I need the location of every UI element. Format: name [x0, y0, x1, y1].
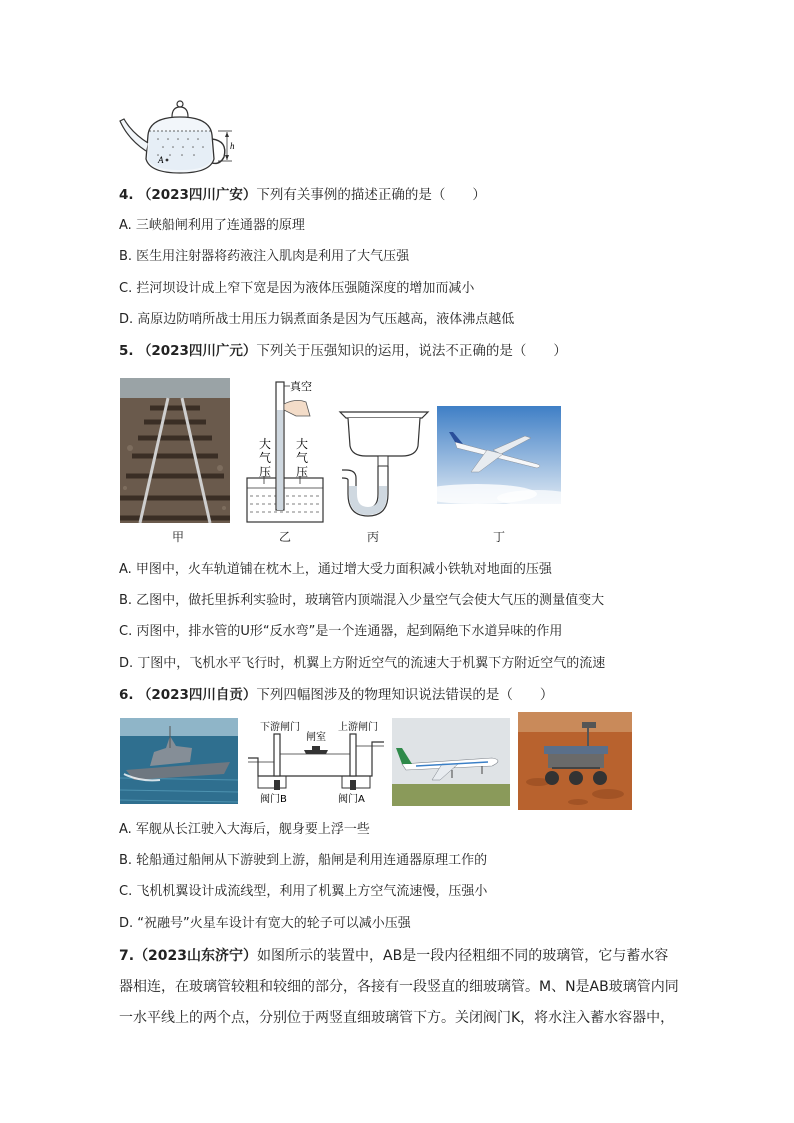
teapot-label-h: h [230, 141, 235, 151]
q4-option-a: A. 三峡船闸利用了连通器的原理 [119, 218, 305, 233]
ship-lock-diagram [246, 718, 386, 806]
atm-pressure-right: 大气压 [296, 437, 309, 479]
valve-a-label: 阀门A [338, 794, 365, 805]
q5-option-c: C. 丙图中，排水管的U形“反水弯”是一个连通器，起到隔绝下水道异味的作用 [119, 624, 563, 639]
vacuum-label: 真空 [290, 380, 312, 393]
caption-yi: 乙 [278, 530, 291, 544]
question-6-stem [119, 685, 553, 705]
lock-chamber-label: 闸室 [306, 732, 326, 743]
downstream-gate-label: 下游闸门 [260, 722, 300, 733]
question-text: 下列关于压强知识的运用，说法不正确的是（ ） [256, 343, 567, 359]
question-source: （2023四川广安） [137, 187, 257, 203]
q6-option-d: D. “祝融号”火星车设计有宽大的轮子可以减小压强 [119, 916, 411, 931]
q6-option-b: B. 轮船通过船闸从下游驶到上游，船闸是利用连通器原理工作的 [119, 853, 488, 868]
atm-pressure-left: 大气压 [259, 437, 272, 479]
question-text: 下列有关事例的描述正确的是（ ） [256, 187, 486, 203]
question-number: 7. [119, 948, 135, 964]
q4-option-c: C. 拦河坝设计成上窄下宽是因为液体压强随深度的增加而减小 [119, 281, 475, 296]
caption-ding: 丁 [492, 530, 505, 544]
q4-option-d: D. 高原边防哨所战士用压力锅煮面条是因为气压越高，液体沸点越低 [119, 312, 515, 327]
mars-rover-photo [518, 712, 632, 810]
question-text: 下列四幅图涉及的物理知识说法错误的是（ ） [256, 687, 554, 703]
question-number: 5. [119, 343, 134, 359]
q5-option-b: B. 乙图中，做托里拆利实验时，玻璃管内顶端混入少量空气会使大气压的测量值变大 [119, 593, 605, 608]
question-text: 如图所示的装置中，AB是一段内径粗细不同的玻璃管，它与蓄水容器相连，在玻璃管较粗和较细的部分，各接有一段竖直的细玻璃管。M、N是AB玻璃管内同一水平线上的两个点，分别位于两竖直细玻璃管下方。关闭阀门K，将水注入蓄水容器中， [119, 948, 679, 1026]
sink-trap-diagram [336, 408, 431, 520]
upstream-gate-label: 上游闸门 [338, 722, 378, 733]
question-7-body [119, 941, 679, 1034]
teapot-label-a: A [158, 155, 164, 165]
caption-jia: 甲 [171, 530, 184, 544]
warship-photo [120, 718, 238, 804]
question-source: （2023四川广元） [137, 343, 257, 359]
question-number: 6. [119, 687, 134, 703]
valve-b-label: 阀门B [260, 794, 287, 805]
q5-option-d: D. 丁图中，飞机水平飞行时，机翼上方附近空气的流速大于机翼下方附近空气的流速 [119, 656, 606, 671]
question-number: 4. [119, 187, 134, 203]
q6-option-a: A. 军舰从长江驶入大海后，舰身要上浮一些 [119, 822, 370, 837]
q5-option-a: A. 甲图中，火车轨道铺在枕木上，通过增大受力面积减小铁轨对地面的压强 [119, 562, 552, 577]
teapot-figure [118, 95, 243, 175]
question-5-stem [119, 341, 567, 361]
caption-bing: 丙 [366, 530, 379, 544]
railway-photo [120, 378, 230, 523]
airliner-photo [392, 718, 510, 806]
question-4-stem [119, 185, 486, 205]
q6-option-c: C. 飞机机翼设计成流线型，利用了机翼上方空气流速慢，压强小 [119, 884, 488, 899]
torricelli-diagram [244, 376, 329, 524]
question-source: （2023山东济宁） [134, 948, 258, 964]
airplane-photo [437, 406, 561, 504]
q4-option-b: B. 医生用注射器将药液注入肌肉是利用了大气压强 [119, 249, 410, 264]
question-source: （2023四川自贡） [137, 687, 257, 703]
